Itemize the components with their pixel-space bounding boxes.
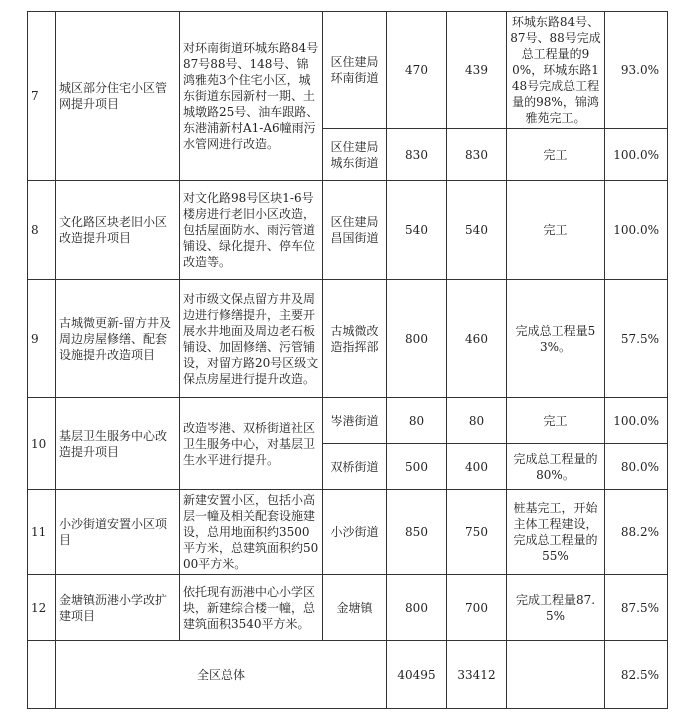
planned-investment: 850 [387,490,447,575]
project-description: 新建安置小区，包括小高层一幢及相关配套设施建设，总用地面积约3500平方米，总建筑面积约5000平方米。 [180,490,323,575]
row-number: 10 [28,398,56,490]
progress-note: 环城东路84号、87号、88号完成总工程量的90%，环城东路148号完成总工程量的98%，锦鸿雅苑完工。 [507,12,605,129]
progress-note: 完工 [507,398,605,444]
planned-investment: 470 [387,12,447,129]
progress-note: 完工 [507,129,605,181]
planned-investment: 80 [387,398,447,444]
responsible-unit: 区住建局城东街道 [323,129,387,181]
project-name: 小沙街道安置小区项目 [56,490,180,575]
completion-rate: 93.0% [605,12,668,129]
table-row [28,490,668,575]
completion-rate: 88.2% [605,490,668,575]
row-number: 7 [28,12,56,181]
responsible-unit: 双桥街道 [323,444,387,490]
row-number: 12 [28,575,56,641]
project-name: 城区部分住宅小区管网提升项目 [56,12,180,181]
completed-investment: 439 [447,12,507,129]
completed-investment: 830 [447,129,507,181]
responsible-unit: 岑港街道 [323,398,387,444]
table-row [28,398,668,444]
table-row [28,280,668,398]
total-label: 全区总体 [56,641,387,709]
planned-investment: 800 [387,575,447,641]
progress-note: 桩基完工，开始主体工程建设，完成总工程量的55% [507,490,605,575]
completion-rate: 57.5% [605,280,668,398]
planned-investment: 830 [387,129,447,181]
completed-investment: 750 [447,490,507,575]
total-completion-rate: 82.5% [605,641,668,709]
progress-note: 完工 [507,181,605,280]
planned-investment: 540 [387,181,447,280]
project-description: 改造岑港、双桥街道社区卫生服务中心，对基层卫生水平进行提升。 [180,398,323,490]
completion-rate: 87.5% [605,575,668,641]
project-description: 对市级文保点留方井及周边进行修缮提升，主要开展水井地面及周边老石板铺设、加固修缮、污管铺设，对留方路20号区级文保点房屋进行提升改造。 [180,280,323,398]
progress-note: 完成工程量87.5% [507,575,605,641]
row-number: 8 [28,181,56,280]
responsible-unit: 金塘镇 [323,575,387,641]
completed-investment: 80 [447,398,507,444]
row-number: 9 [28,280,56,398]
responsible-unit: 区住建局环南街道 [323,12,387,129]
completed-investment: 700 [447,575,507,641]
project-name: 文化路区块老旧小区改造提升项目 [56,181,180,280]
completion-rate: 80.0% [605,444,668,490]
completion-rate: 100.0% [605,181,668,280]
total-completed-investment: 33412 [447,641,507,709]
completion-rate: 100.0% [605,398,668,444]
planned-investment: 500 [387,444,447,490]
table-row [28,181,668,280]
completion-rate: 100.0% [605,129,668,181]
project-name: 金塘镇沥港小学改扩建项目 [56,575,180,641]
table-row [28,575,668,641]
responsible-unit: 小沙街道 [323,490,387,575]
responsible-unit: 古城微改造指挥部 [323,280,387,398]
total-planned-investment: 40495 [387,641,447,709]
total-row-number [28,641,56,709]
project-table [27,11,668,709]
progress-note: 完成总工程量53%。 [507,280,605,398]
responsible-unit: 区住建局昌国街道 [323,181,387,280]
project-description: 依托现有沥港中心小学区块，新建综合楼一幢，总建筑面积3540平方米。 [180,575,323,641]
completed-investment: 460 [447,280,507,398]
planned-investment: 800 [387,280,447,398]
project-name: 基层卫生服务中心改造提升项目 [56,398,180,490]
row-number: 11 [28,490,56,575]
progress-note: 完成总工程量的80%。 [507,444,605,490]
completed-investment: 540 [447,181,507,280]
project-name: 古城微更新-留方井及周边房屋修缮、配套设施提升改造项目 [56,280,180,398]
total-row [28,641,668,709]
project-description: 对文化路98号区块1-6号楼房进行老旧小区改造，包括屋面防水、雨污管道铺设、绿化提升、停车位改造等。 [180,181,323,280]
completed-investment: 400 [447,444,507,490]
project-description: 对环南街道环城东路84号87号88号、148号、锦鸿雅苑3个住宅小区，城东街道东园新村一期、土城墩路25号、油车跟路、东港浦新村A1-A6幢雨污水管网进行改造。 [180,12,323,181]
table-row [28,12,668,129]
total-progress-note [507,641,605,709]
